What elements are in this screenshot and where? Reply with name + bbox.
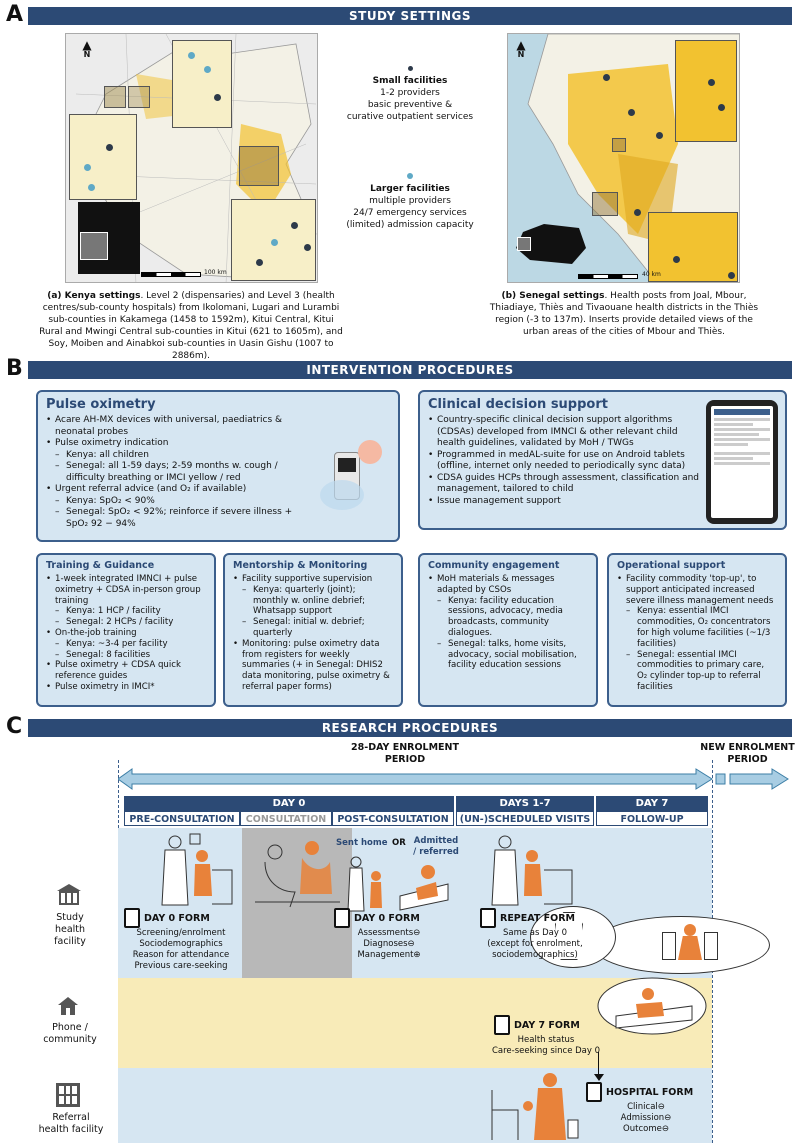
senegal-silhouette-inset (517, 237, 531, 251)
sub-bullet-item: – Kenya: SpO₂ < 90% (46, 496, 308, 508)
intervention-procedures-banner: INTERVENTION PROCEDURES (28, 361, 792, 379)
kenya-silhouette-inset (80, 232, 108, 260)
day0-pre-form-title: DAY 0 FORM (144, 912, 210, 924)
training-guidance-list (46, 574, 206, 693)
senegal-inset-box-1 (612, 138, 626, 152)
operational-support-list (617, 574, 777, 693)
sub-bullet-item: – Kenya: 1 HCP / facility (46, 606, 206, 617)
senegal-scale-bar (578, 274, 638, 279)
repeat-form (470, 908, 600, 961)
hospital-form (586, 1082, 706, 1135)
bullet-item: • Pulse oximetry in IMCI* (46, 682, 206, 693)
new-enrolment-period-label: NEW ENROLMENT PERIOD (700, 742, 795, 765)
north-arrow-icon: ▲ (82, 38, 92, 52)
kenya-inset-west (69, 114, 137, 200)
senegal-small-facility-dot (603, 74, 610, 81)
hospital-form-title: HOSPITAL FORM (606, 1086, 694, 1098)
senegal-caption (485, 290, 763, 338)
hospital-building-icon (56, 1083, 80, 1107)
bullet-item: • Acare AH-MX devices with universal, paediatrics & neonatal probes (46, 415, 308, 438)
kenya-large-facility-dot (88, 184, 95, 191)
large-facility-title: Larger facilities (370, 184, 450, 194)
north-arrow-icon: ▲ (516, 38, 526, 52)
north-label-kenya: N (83, 50, 91, 59)
clinical-decision-support-title: Clinical decision support (428, 397, 608, 412)
admitted-label: Admitted / referred (413, 836, 459, 857)
community-engagement-box (418, 553, 598, 707)
kenya-small-facility-dot (106, 144, 113, 151)
large-facility-line: 24/7 emergency services (353, 208, 467, 218)
facility-row-label: Study health facility (54, 912, 86, 947)
consultation-illustration (250, 832, 345, 912)
form-icon (586, 1082, 602, 1102)
clinical-decision-support-box (418, 390, 787, 530)
day7-form-line: Care-seeking since Day 0 (491, 1046, 601, 1056)
mentorship-monitoring-title: Mentorship & Monitoring (233, 560, 368, 571)
day0-post-form (334, 908, 444, 961)
bullet-item: • Facility commodity 'top-up', to support anticipated increased severe illness management needs (617, 574, 777, 606)
visits-header: (UN-)SCHEDULED VISITS (456, 811, 594, 826)
hospital-form-line: Admission⊖ (620, 1113, 672, 1123)
repeat-form-line: (except for enrolment, (487, 939, 583, 949)
kenya-scale-bar (141, 272, 201, 277)
large-facility-line: multiple providers (369, 196, 451, 206)
repeat-form-line: Same as Day 0 (502, 928, 568, 938)
senegal-small-facility-dot (718, 104, 725, 111)
kenya-caption-text: . Level 2 (dispensaries) and Level 3 (health centres/sub-county hospitals) from Ikolomani, Lugari and Lurambi sub-counties in Kakamega (1458 to 1592m), Kitui Central, Kitui Rural and Mwingi Central sub-counties in Kitui (621 to 1605m), and Soy, Moiben and Ainabkoi sub-counties in Uasin Gishu (1007 to 2886m). (39, 291, 343, 361)
kenya-large-facility-dot (84, 164, 91, 171)
north-arrow-senegal (514, 40, 528, 59)
senegal-small-facility-dot (634, 209, 641, 216)
sub-bullet-item: – Senegal: SpO₂ < 92%; reinforce if severe illness + SpO₂ 92 − 94% (46, 507, 308, 530)
bullet-item: • On-the-job training (46, 628, 206, 639)
kenya-inset-box-2 (128, 86, 150, 108)
pre-consultation-header: PRE-CONSULTATION (124, 811, 240, 826)
pulse-oximetry-list (46, 415, 308, 530)
research-procedures-banner: RESEARCH PROCEDURES (28, 719, 792, 737)
senegal-small-facility-dot (628, 109, 635, 116)
north-arrow-kenya (80, 40, 94, 59)
followup-header: FOLLOW-UP (596, 811, 708, 826)
bullet-item: • Pulse oximetry + CDSA quick reference guides (46, 660, 206, 682)
bedside-illustration (596, 976, 708, 1036)
small-facility-legend-dot (408, 66, 413, 71)
mentorship-monitoring-list (233, 574, 393, 693)
kenya-caption-label: (a) Kenya settings (47, 291, 141, 301)
pulse-oximeter-device-illustration (326, 432, 386, 512)
kenya-inset-north (172, 40, 232, 128)
repeat-form-line: sociodemographics) (492, 950, 578, 960)
kenya-small-facility-dot (256, 259, 263, 266)
kenya-scale-label: 100 km (204, 269, 227, 276)
senegal-small-facility-dot (728, 272, 735, 279)
senegal-small-facility-dot (656, 132, 663, 139)
tablet-illustration (706, 400, 778, 524)
sub-bullet-item: – Kenya: essential IMCI commodities, O₂ concentrators for high volume facilities (~1/3 facilities) (617, 606, 777, 649)
section-a-letter: A (6, 2, 24, 27)
kenya-map (65, 33, 318, 283)
bullet-item: • CDSA guides HCPs through assessment, classification and management, tailored to child (428, 473, 700, 496)
clinical-decision-support-list (428, 415, 700, 507)
bullet-item: • Issue management support (428, 496, 700, 508)
large-facility-line: (limited) admission capacity (346, 220, 474, 230)
senegal-inset-box-2 (592, 192, 618, 216)
kenya-inset-box-1 (104, 86, 126, 108)
large-facility-legend-dot (407, 173, 413, 179)
form-icon (480, 908, 496, 928)
consultation-header: CONSULTATION (240, 811, 332, 826)
pre-consultation-illustration (150, 830, 240, 912)
referral-row-label: Referral health facility (38, 1112, 104, 1135)
visit-illustration (480, 830, 580, 912)
senegal-small-facility-dot (673, 256, 680, 263)
hospital-form-line: Clinical⊖ (627, 1102, 665, 1112)
hospital-illustration (488, 1070, 588, 1143)
form-icon (494, 1015, 510, 1035)
day7-form (486, 1015, 606, 1057)
bullet-item: • Pulse oximetry indication (46, 438, 308, 450)
or-label: OR (392, 838, 406, 848)
sub-bullet-item: – Senegal: talks, home visits, advocacy, social mobilisation, facility education sessions (428, 639, 588, 671)
day0-pre-form-line: Sociodemographics (139, 939, 223, 949)
small-facility-line: basic preventive & (367, 100, 453, 110)
day0-post-form-line: Diagnoses⊖ (363, 939, 415, 949)
bullet-item: • Monitoring: pulse oximetry data from registers for weekly summaries (+ in Senegal: DHIS2 data monitoring, pulse oximetry & referral paper forms) (233, 639, 393, 693)
community-engagement-list (428, 574, 588, 671)
post-consultation-header: POST-CONSULTATION (332, 811, 454, 826)
kenya-caption (36, 290, 346, 362)
senegal-map (507, 33, 740, 283)
house-icon (58, 997, 78, 1017)
sub-bullet-item: – Senegal: 2 HCPs / facility (46, 617, 206, 628)
small-facility-title: Small facilities (372, 76, 448, 86)
pulse-oximetry-box (36, 390, 400, 542)
enrolment-period-label: 28-DAY ENROLMENT PERIOD (351, 742, 459, 765)
repeat-form-title: REPEAT FORM (500, 912, 575, 924)
facility-legend (335, 66, 485, 231)
bullet-item: • Country-specific clinical decision support algorithms (CDSAs) developed from IMNCI & other relevant child health guidelines, validated by MoH / TWGs (428, 415, 700, 450)
sub-bullet-item: – Kenya: ~3-4 per facility (46, 639, 206, 650)
kenya-large-facility-dot (188, 52, 195, 59)
hospital-form-line: Outcome⊖ (623, 1124, 669, 1134)
mentorship-monitoring-box (223, 553, 403, 707)
enrolment-timeline-arrows (118, 768, 798, 790)
bullet-item: • Programmed in medAL-suite for use on Android tablets (offline, internet only needed to periodically sync data) (428, 450, 700, 473)
day0-pre-form (120, 908, 242, 972)
post-consultation-illustration (340, 856, 450, 916)
day0-post-form-line: Management⊕ (357, 950, 421, 960)
day0-post-form-line: Assessments⊖ (357, 928, 421, 938)
community-engagement-title: Community engagement (428, 560, 560, 571)
form-icon (334, 908, 350, 928)
day0-pre-form-line: Reason for attendance (132, 950, 230, 960)
bullet-item: • 1-week integrated IMNCI + pulse oximetry + CDSA in-person group training (46, 574, 206, 606)
sub-bullet-item: – Senegal: 8 facilities (46, 650, 206, 661)
sub-bullet-item: – Senegal: essential IMCI commodities to primary care, O₂ cylinder top-up to referral facilities (617, 650, 777, 693)
sub-bullet-item: – Kenya: quarterly (joint); monthly w. online debrief; Whatsapp support (233, 585, 393, 617)
senegal-caption-text: . Health posts from Joal, Mbour, Thiadiaye, Thiès and Tivaouane health districts in the Thiès region (-3 to 137m). Inserts provide detailed views of the urban areas of the cities of Mbour and Thiès. (489, 291, 759, 337)
days17-header: DAYS 1-7 (456, 796, 594, 811)
kenya-large-facility-dot (204, 66, 211, 73)
senegal-small-facility-dot (708, 79, 715, 86)
day7-form-line: Health status (517, 1035, 575, 1045)
kenya-small-facility-dot (291, 222, 298, 229)
training-guidance-box (36, 553, 216, 707)
kenya-inset-box-3 (239, 146, 279, 186)
day0-post-form-title: DAY 0 FORM (354, 912, 420, 924)
phone-row-label: Phone / community (43, 1022, 97, 1045)
bullet-item: • Facility supportive supervision (233, 574, 393, 585)
sent-home-label: Sent home (336, 838, 388, 848)
form-icon (124, 908, 140, 928)
senegal-inset-thies (675, 40, 737, 142)
day7-form-title: DAY 7 FORM (514, 1019, 580, 1031)
section-b-letter: B (6, 356, 23, 381)
study-settings-banner: STUDY SETTINGS (28, 7, 792, 25)
senegal-scale-label: 40 km (642, 271, 661, 278)
day0-header: DAY 0 (124, 796, 454, 811)
sub-bullet-item: – Kenya: facility education sessions, advocacy, media broadcasts, community dialogues. (428, 596, 588, 639)
facility-building-icon (57, 884, 81, 906)
sub-bullet-item: – Senegal: initial w. debrief; quarterly (233, 617, 393, 639)
operational-support-box (607, 553, 787, 707)
sub-bullet-item: – Senegal: all 1-59 days; 2-59 months w. cough / difficulty breathing or IMCI yellow / red (46, 461, 308, 484)
section-c-letter: C (6, 714, 23, 739)
bullet-item: • Urgent referral advice (and O₂ if available) (46, 484, 308, 496)
arrow-to-hospital-head (594, 1074, 604, 1081)
pulse-oximetry-title: Pulse oximetry (46, 397, 156, 412)
day7-header: DAY 7 (596, 796, 708, 811)
day0-pre-form-line: Screening/enrolment (136, 928, 226, 938)
kenya-small-facility-dot (304, 244, 311, 251)
north-label-senegal: N (517, 50, 525, 59)
training-guidance-title: Training & Guidance (46, 560, 155, 571)
bullet-item: • MoH materials & messages adapted by CSOs (428, 574, 588, 596)
kenya-small-facility-dot (214, 94, 221, 101)
senegal-inset-mbour (648, 212, 738, 282)
kenya-large-facility-dot (271, 239, 278, 246)
senegal-caption-label: (b) Senegal settings (501, 291, 605, 301)
family-icon (660, 922, 720, 962)
operational-support-title: Operational support (617, 560, 726, 571)
day0-pre-form-line: Previous care-seeking (134, 961, 228, 971)
small-facility-line: curative outpatient services (346, 112, 474, 122)
sub-bullet-item: – Kenya: all children (46, 450, 308, 462)
small-facility-line: 1-2 providers (380, 88, 440, 98)
